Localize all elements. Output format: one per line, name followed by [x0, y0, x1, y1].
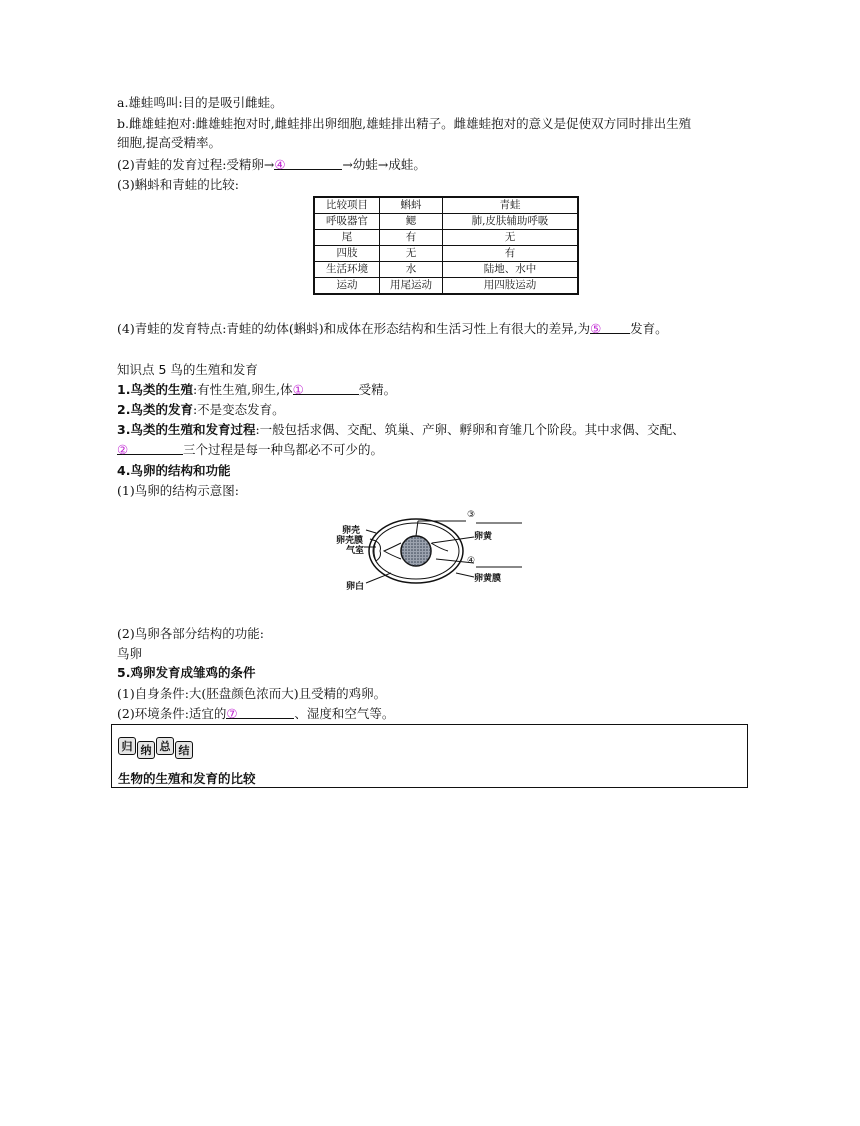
text-line-b2: 细胞,提高受精率。	[117, 135, 221, 150]
egg-diagram-caption: (1)鸟卵的结构示意图:	[117, 483, 239, 498]
summary-box	[111, 724, 748, 788]
table-cell: 有	[380, 230, 443, 246]
item-heading: .鸟类的发育	[125, 402, 193, 417]
table-row	[314, 246, 578, 262]
table-row	[314, 278, 578, 295]
table-cell: 呼吸器官	[314, 214, 380, 230]
item-number: 1	[117, 382, 126, 397]
table-header: 青蛙	[443, 197, 579, 214]
answer-blank-1[interactable]: ①	[293, 381, 359, 395]
table-cell: 陆地、水中	[443, 262, 579, 278]
summary-badges	[118, 737, 193, 759]
item-number: 4	[117, 463, 126, 478]
table-cell: 鳃	[380, 214, 443, 230]
bird-egg-diagram	[336, 510, 526, 593]
label: :有性生殖,卵生,体	[192, 382, 293, 397]
answer-blank-4[interactable]: ④	[274, 156, 342, 170]
item-number: 3	[117, 422, 126, 437]
table-cell: 有	[443, 246, 579, 262]
text-line-b1: b.雌雄蛙抱对:雌雄蛙抱对时,雌蛙排出卵细胞,雄蛙排出精子。雌雄蛙抱对的意义是促使双方同时排出生殖	[117, 116, 692, 131]
badge: 总	[156, 737, 174, 755]
table-row	[314, 214, 578, 230]
text-line-a: a.雄蛙鸣叫:目的是吸引雌蛙。	[117, 95, 283, 110]
label: (4)青蛙的发育特点:青蛙的幼体(蝌蚪)和成体在形态结构和生活习性上有很大的差异,为	[117, 321, 591, 336]
item-heading: .鸟类的生殖和发育过程	[125, 422, 256, 437]
answer-blank-7[interactable]: ⑦	[226, 705, 294, 719]
item-4	[117, 462, 230, 480]
item-3-continued	[117, 441, 383, 459]
egg-function-caption: (2)鸟卵各部分结构的功能:	[117, 626, 264, 641]
answer-blank-5[interactable]: ⑤	[590, 320, 630, 334]
item-number: 2	[117, 402, 126, 417]
label-marker-4: ④	[467, 556, 476, 566]
table-cell: 无	[380, 246, 443, 262]
badge: 结	[175, 741, 193, 759]
label: 、湿度和空气等。	[294, 706, 395, 721]
label-air-cell: 气室	[346, 546, 365, 556]
item-number: 5	[117, 665, 126, 680]
table-cell: 用四肢运动	[443, 278, 579, 295]
label: 受精。	[358, 382, 397, 397]
item-5	[117, 664, 255, 682]
item-3	[117, 421, 685, 439]
item-heading: .鸟卵的结构和功能	[125, 463, 231, 478]
table-cell: 肺,皮肤辅助呼吸	[443, 214, 579, 230]
label-shell-membrane: 卵壳膜	[336, 536, 364, 546]
label-marker-3: ③	[467, 510, 476, 520]
item-heading: .鸡卵发育成雏鸡的条件	[125, 665, 256, 680]
label: 三个过程是每一种鸟都必不可少的。	[183, 442, 384, 457]
label-yolk: 卵黄	[474, 532, 493, 542]
table-cell: 用尾运动	[380, 278, 443, 295]
environment-condition-line	[117, 705, 394, 723]
label: (2)青蛙的发育过程:受精卵→	[117, 157, 275, 172]
table-header: 比较项目	[314, 197, 380, 214]
table-cell: 尾	[314, 230, 380, 246]
tadpole-frog-comparison-table	[313, 196, 579, 295]
label-yolk-membrane: 卵黄膜	[474, 574, 502, 584]
label: :一般包括求偶、交配、筑巢、产卵、孵卵和育雏几个阶段。其中求偶、交配、	[255, 422, 685, 437]
self-condition-line: (1)自身条件:大(胚盘颜色浓而大)且受精的鸡卵。	[117, 686, 387, 701]
table-cell: 运动	[314, 278, 380, 295]
table-row	[314, 262, 578, 278]
table-cell: 生活环境	[314, 262, 380, 278]
table-header: 蝌蚪	[380, 197, 443, 214]
development-process-line	[117, 156, 426, 174]
summary-title: 生物的生殖和发育的比较	[118, 771, 256, 786]
egg-label: 鸟卵	[117, 646, 143, 661]
badge: 纳	[137, 741, 155, 759]
label-shell: 卵壳	[342, 526, 361, 536]
table-cell: 水	[380, 262, 443, 278]
table-header-row	[314, 197, 578, 214]
badge: 归	[118, 737, 136, 755]
label: (2)环境条件:适宜的	[117, 706, 227, 721]
development-feature-line	[117, 320, 668, 338]
comparison-heading: (3)蝌蚪和青蛙的比较:	[117, 177, 239, 192]
label: 发育。	[630, 321, 668, 336]
answer-blank-2[interactable]: ②	[117, 441, 183, 455]
label: →幼蛙→成蛙。	[342, 157, 426, 172]
table-cell: 无	[443, 230, 579, 246]
item-2	[117, 401, 285, 419]
item-heading: .鸟类的生殖	[125, 382, 193, 397]
item-1	[117, 381, 396, 399]
table-row	[314, 230, 578, 246]
table-cell: 四肢	[314, 246, 380, 262]
label-albumen: 卵白	[346, 582, 365, 592]
section-title: 知识点 5 鸟的生殖和发育	[117, 362, 258, 377]
label: :不是变态发育。	[192, 402, 285, 417]
